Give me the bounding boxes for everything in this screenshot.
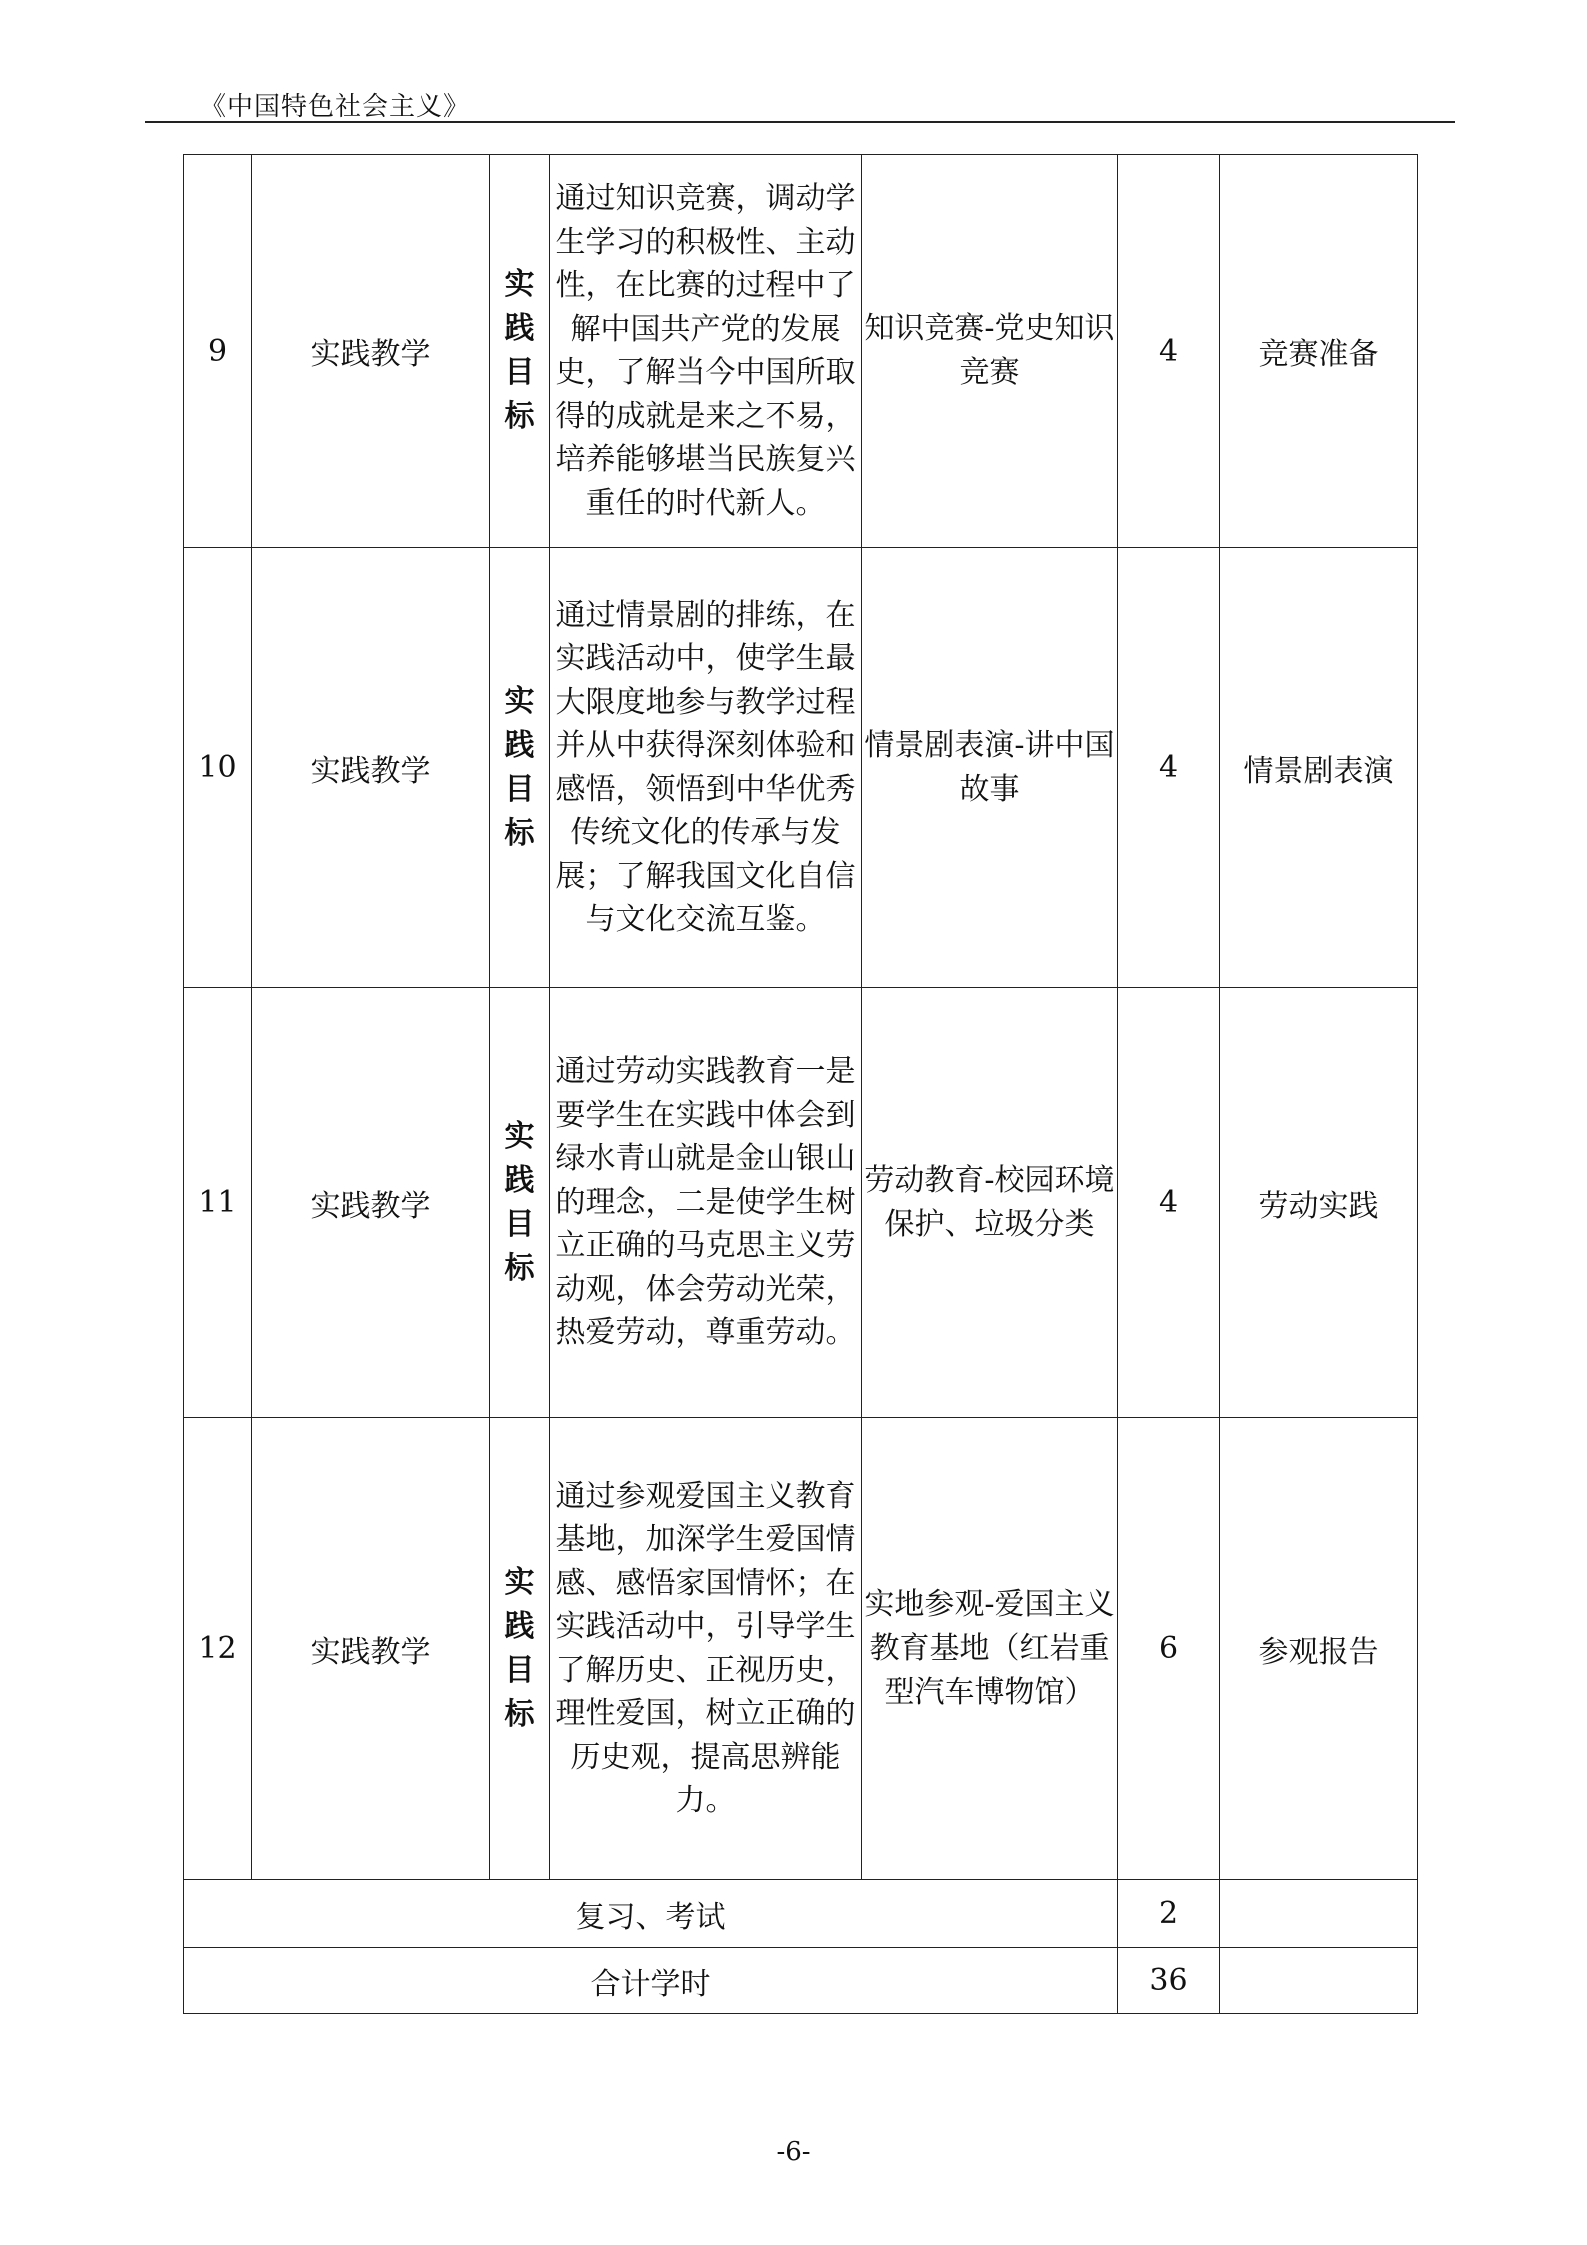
- table-row: [184, 548, 1418, 988]
- hours-value: 4: [1118, 988, 1220, 1418]
- goal-label: 实践目标: [490, 988, 550, 1418]
- goal-label: 实践目标: [490, 1418, 550, 1880]
- empty-cell: [1220, 1948, 1418, 2014]
- total-hours: 36: [1118, 1948, 1220, 2014]
- activity-name: 实地参观-爱国主义教育基地（红岩重型汽车博物馆）: [862, 1418, 1118, 1880]
- content-description: 通过知识竞赛，调动学生学习的积极性、主动性，在比赛的过程中了解中国共产党的发展史，了解当今中国所取得的成就是来之不易，培养能够堪当民族复兴重任的时代新人。: [550, 155, 862, 548]
- assessment-form: 情景剧表演: [1220, 548, 1418, 988]
- assessment-form: 竞赛准备: [1220, 155, 1418, 548]
- hours-value: 4: [1118, 548, 1220, 988]
- empty-cell: [1220, 1880, 1418, 1948]
- summary-row: [184, 1880, 1418, 1948]
- header-rule: [145, 121, 1455, 123]
- content-description: 通过参观爱国主义教育基地，加深学生爱国情感、感悟家国情怀；在实践活动中，引导学生了解历史、正视历史，理性爱国，树立正确的历史观，提高思辨能力。: [550, 1418, 862, 1880]
- page-number: -6-: [776, 2137, 811, 2167]
- teaching-type: 实践教学: [252, 548, 490, 988]
- activity-name: 劳动教育-校园环境保护、垃圾分类: [862, 988, 1118, 1418]
- content-description: 通过情景剧的排练，在实践活动中，使学生最大限度地参与教学过程并从中获得深刻体验和感悟，领悟到中华优秀传统文化的传承与发展；了解我国文化自信与文化交流互鉴。: [550, 548, 862, 988]
- summary-row: [184, 1948, 1418, 2014]
- total-label: 合计学时: [184, 1948, 1118, 2014]
- activity-name: 情景剧表演-讲中国故事: [862, 548, 1118, 988]
- table-row: [184, 1418, 1418, 1880]
- table-row: [184, 988, 1418, 1418]
- row-number: 11: [184, 988, 252, 1418]
- teaching-type: 实践教学: [252, 988, 490, 1418]
- row-number: 9: [184, 155, 252, 548]
- row-number: 10: [184, 548, 252, 988]
- goal-label: 实践目标: [490, 548, 550, 988]
- page-header-title: 《中国特色社会主义》: [200, 92, 471, 122]
- summary-label: 复习、考试: [184, 1880, 1118, 1948]
- teaching-type: 实践教学: [252, 155, 490, 548]
- table-row: [184, 155, 1418, 548]
- teaching-type: 实践教学: [252, 1418, 490, 1880]
- hours-value: 4: [1118, 155, 1220, 548]
- teaching-plan-table: [183, 154, 1418, 2014]
- row-number: 12: [184, 1418, 252, 1880]
- goal-label: 实践目标: [490, 155, 550, 548]
- assessment-form: 劳动实践: [1220, 988, 1418, 1418]
- assessment-form: 参观报告: [1220, 1418, 1418, 1880]
- content-description: 通过劳动实践教育一是要学生在实践中体会到绿水青山就是金山银山的理念，二是使学生树立正确的马克思主义劳动观，体会劳动光荣，热爱劳动，尊重劳动。: [550, 988, 862, 1418]
- summary-hours: 2: [1118, 1880, 1220, 1948]
- hours-value: 6: [1118, 1418, 1220, 1880]
- activity-name: 知识竞赛-党史知识竞赛: [862, 155, 1118, 548]
